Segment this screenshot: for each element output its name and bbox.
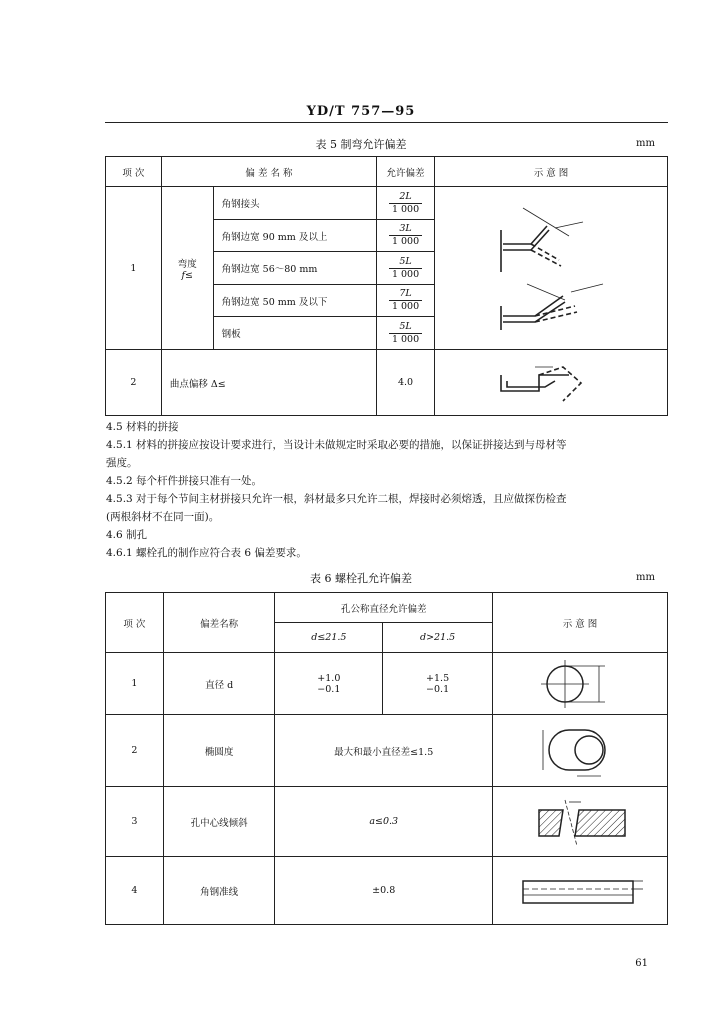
- section-4-6: 4.6 制孔: [106, 529, 148, 541]
- frac-den: 1 000: [391, 236, 420, 247]
- t6-row-value: 最大和最小直径差≤1.5: [275, 715, 492, 787]
- gauge-line-diagram: [493, 861, 667, 921]
- t6-head-fig: 示 意 图: [492, 593, 667, 653]
- table6-caption: 表 6 螺栓孔允许偏差: [310, 572, 412, 585]
- t6-row-value: a≤0.3: [275, 787, 492, 857]
- hole-diameter-diagram: [493, 654, 667, 714]
- table6-unit: mm: [636, 572, 655, 583]
- t5-row2-no: 2: [106, 350, 162, 416]
- t5-item-name: 角钢边宽 56～80 mm: [213, 252, 376, 285]
- t5-item-tol: [377, 252, 435, 285]
- t5-head-fig: 示 意 图: [434, 157, 667, 187]
- t6-row-name: 直径 d: [163, 653, 275, 715]
- t6-head-no: 项 次: [106, 593, 164, 653]
- frac-den: 1 000: [391, 333, 420, 345]
- frac-den: 1 000: [391, 203, 420, 215]
- t5-row1-figure: [434, 187, 667, 350]
- t6-row3-figure: [492, 787, 667, 857]
- frac-num: 5L: [389, 321, 422, 334]
- t5-row2-figure: [434, 350, 667, 416]
- frac-den: 1 000: [391, 268, 420, 280]
- t5-group-line2: f≤: [181, 269, 193, 281]
- page-number: 61: [635, 958, 648, 969]
- t6-row-value: ±0.8: [275, 857, 492, 925]
- t6-row-name: 椭圆度: [163, 715, 275, 787]
- t5-item-tol: [377, 220, 435, 252]
- t6-row-name: 孔中心线倾斜: [163, 787, 275, 857]
- t5-row2-name: 曲点偏移 Δ≤: [161, 350, 376, 416]
- t5-head-no: 项 次: [106, 157, 162, 187]
- frac-num: 7L: [389, 288, 422, 301]
- para-4-5-3-b: (两根斜材不在同一面)。: [106, 511, 220, 523]
- t5-head-tol: 允许偏差: [377, 157, 435, 187]
- frac-den: 1 000: [391, 301, 420, 312]
- v1-plus: +1.0: [317, 672, 341, 684]
- t6-row-name: 角钢准线: [163, 857, 275, 925]
- t6-row-v1: [275, 653, 383, 715]
- t6-head-sub1: d≤21.5: [275, 623, 383, 653]
- t5-item-name: 角钢边宽 90 mm 及以上: [213, 220, 376, 252]
- t6-row-no: 3: [106, 787, 164, 857]
- t5-item-name: 角钢接头: [213, 187, 376, 220]
- t5-item-name: 角钢边宽 50 mm 及以下: [213, 285, 376, 317]
- t5-item-tol: [377, 285, 435, 317]
- para-4-6-1: 4.6.1 螺栓孔的制作应符合表 6 偏差要求。: [106, 547, 307, 559]
- document-header: YD/T 757—95: [306, 104, 416, 119]
- t6-row-v2: [383, 653, 493, 715]
- frac-num: 5L: [389, 256, 422, 269]
- t6-row-no: 2: [106, 715, 164, 787]
- table6: [105, 592, 668, 925]
- header-rule: [105, 122, 668, 123]
- t6-row-no: 1: [106, 653, 164, 715]
- t6-row2-figure: [492, 715, 667, 787]
- t5-item-tol: [377, 317, 435, 350]
- v2-plus: +1.5: [426, 672, 450, 684]
- t5-row1-group: [161, 187, 213, 350]
- t5-item-name: 钢板: [213, 317, 376, 350]
- frac-num: 3L: [389, 223, 422, 236]
- t5-item-tol: [377, 187, 435, 220]
- hole-tilt-diagram: [493, 788, 667, 856]
- para-4-5-1-a: 4.5.1 材料的拼接应按设计要求进行，当设计未做规定时采取必要的措施，以保证拼接达到与母材等: [106, 439, 567, 451]
- section-4-5: 4.5 材料的拼接: [106, 421, 179, 433]
- v2-minus: −0.1: [426, 683, 450, 695]
- v1-minus: −0.1: [317, 683, 341, 695]
- table5-unit: mm: [636, 138, 655, 149]
- table5-caption: 表 5 制弯允许偏差: [315, 138, 407, 151]
- t5-head-name: 偏 差 名 称: [161, 157, 376, 187]
- offset-diagram: [435, 353, 667, 413]
- ovality-diagram: [493, 716, 667, 786]
- t6-row1-figure: [492, 653, 667, 715]
- t6-head-sub2: d>21.5: [383, 623, 493, 653]
- t5-group-line1: 弯度: [177, 258, 197, 270]
- t5-row2-value: 4.0: [377, 350, 435, 416]
- t6-row4-figure: [492, 857, 667, 925]
- t6-head-group: 孔公称直径允许偏差: [275, 593, 492, 623]
- t5-row1-no: 1: [106, 187, 162, 350]
- t6-row-no: 4: [106, 857, 164, 925]
- frac-num: 2L: [389, 191, 422, 204]
- t6-head-name: 偏差名称: [163, 593, 275, 653]
- para-4-5-1-b: 强度。: [106, 457, 138, 469]
- para-4-5-2: 4.5.2 每个杆件拼接只准有一处。: [106, 475, 263, 487]
- bend-diagram: [435, 188, 667, 348]
- para-4-5-3-a: 4.5.3 对于每个节间主材拼接只允许一根，斜材最多只允许二根，焊接时必须熔透，且应做探伤检查: [106, 493, 567, 505]
- table5: [105, 156, 668, 416]
